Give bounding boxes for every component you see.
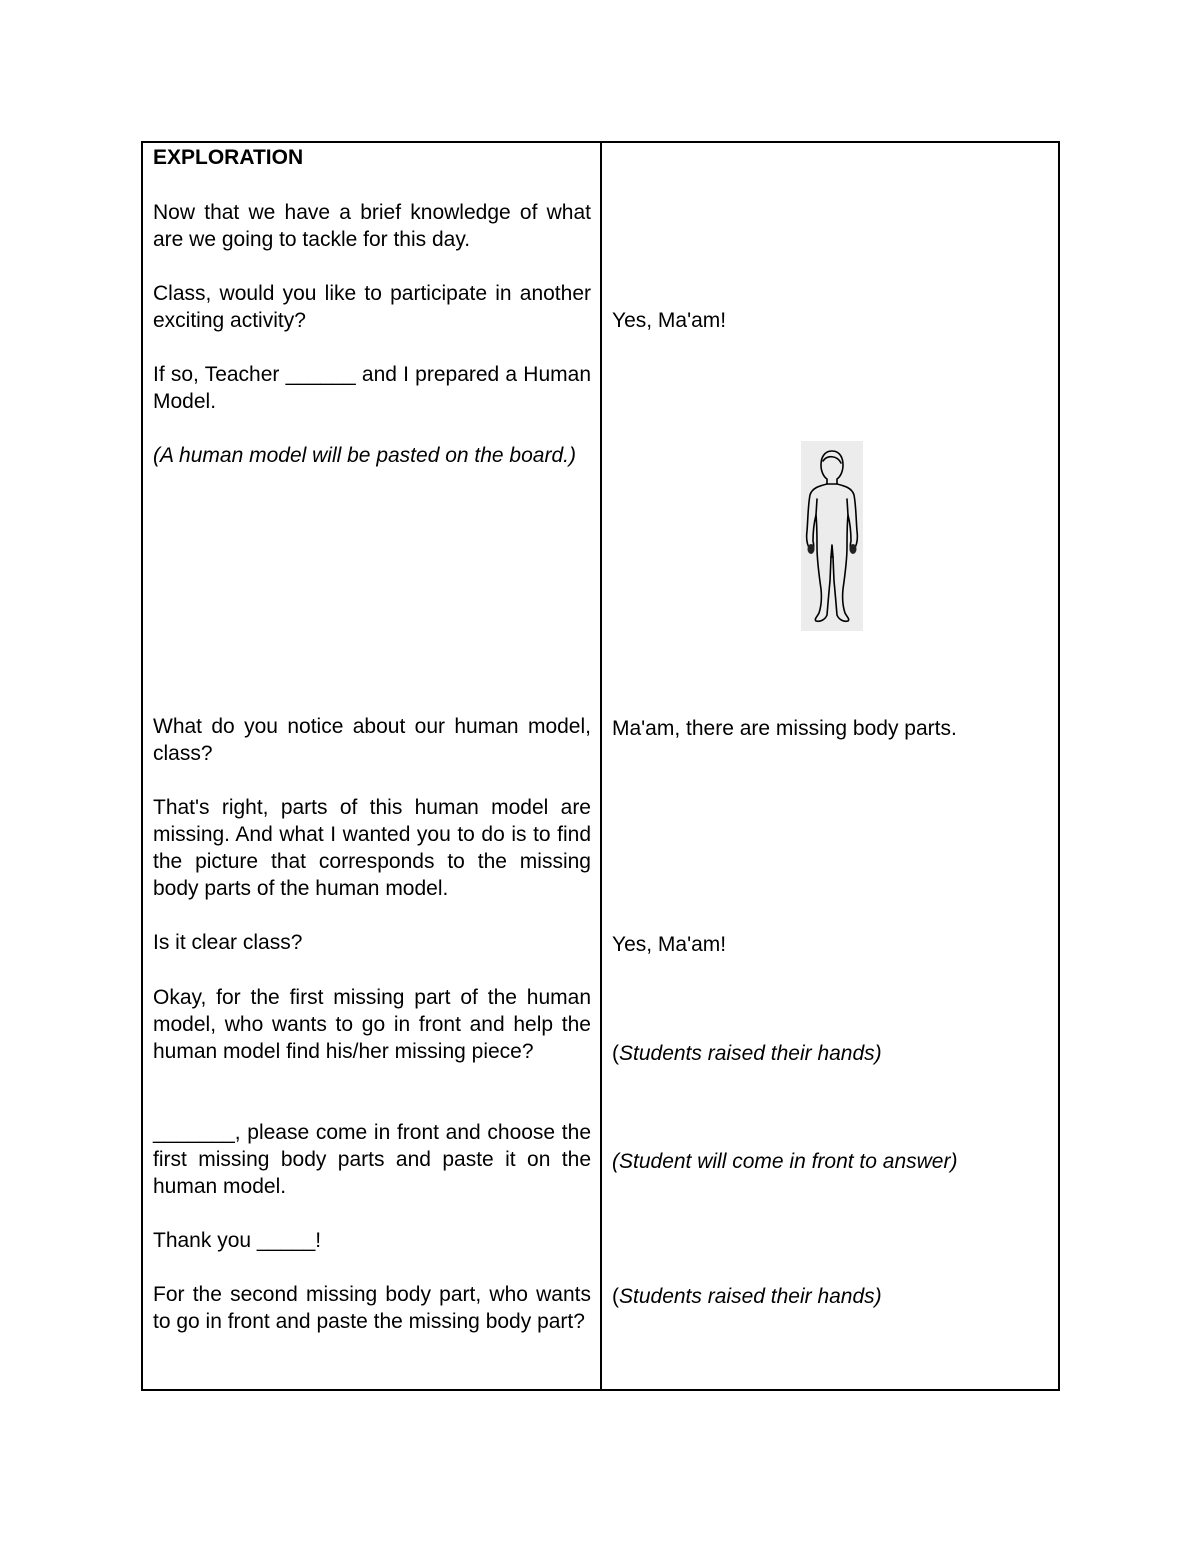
student-response-6-paren: ( <box>612 1285 619 1308</box>
lesson-table <box>141 141 1060 1391</box>
teacher-line-9: _______, please come in front and choose the first missing body parts and paste it on the human model. <box>153 1121 591 1198</box>
student-response-1: Yes, Ma'am! <box>612 309 727 332</box>
section-heading: EXPLORATION <box>153 146 304 169</box>
student-response-4-text: Students raised their hands) <box>619 1042 882 1065</box>
teacher-line-11: For the second missing body part, who wants to go in front and paste the missing body part? <box>153 1283 591 1333</box>
teacher-line-3: If so, Teacher ______ and I prepared a Human Model. <box>153 363 591 413</box>
student-response-4 <box>612 1040 1052 1067</box>
teacher-stage-note: (A human model will be pasted on the board.) <box>153 444 576 467</box>
teacher-line-10: Thank you _____! <box>153 1229 322 1252</box>
teacher-line-6: That's right, parts of this human model are missing. And what I wanted you to do is to find the picture that corresponds to the missing body parts of the human model. <box>153 796 591 900</box>
student-response-4-paren: ( <box>612 1042 619 1065</box>
student-response-3: Yes, Ma'am! <box>612 933 727 956</box>
student-response-6-text: Students raised their hands) <box>619 1285 882 1308</box>
column-divider <box>600 143 602 1389</box>
teacher-line-2: Class, would you like to participate in another exciting activity? <box>153 282 591 332</box>
teacher-line-7: Is it clear class? <box>153 931 303 954</box>
student-response-6 <box>612 1283 1052 1310</box>
teacher-line-8: Okay, for the first missing part of the human model, who wants to go in front and help the human model find his/her missing piece? <box>153 986 591 1063</box>
teacher-line-5: What do you notice about our human model, class? <box>153 715 591 765</box>
teacher-line-1: Now that we have a brief knowledge of what are we going to tackle for this day. <box>153 201 591 251</box>
student-response-2: Ma'am, there are missing body parts. <box>612 717 957 740</box>
student-response-5: (Student will come in front to answer) <box>612 1150 958 1173</box>
human-body-outline-icon <box>801 441 863 631</box>
